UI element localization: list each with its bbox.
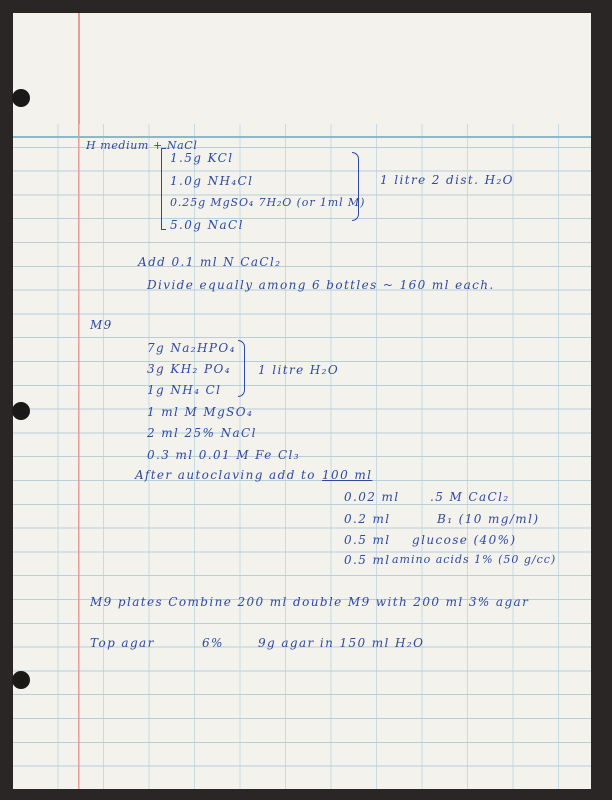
addition-item: .5 M CaCl₂ <box>430 490 510 504</box>
m9-extra-item: 2 ml 25% NaCl <box>147 426 257 440</box>
addition-amount: 0.5 ml <box>344 533 391 547</box>
addition-item: B₁ (10 mg/ml) <box>437 512 540 526</box>
m9-salt-item: 3g KH₂ PO₄ <box>147 362 231 376</box>
h-medium-item: 5.0g NaCl <box>170 218 244 232</box>
binder-hole-bottom <box>12 671 30 689</box>
m9-salt-item: 7g Na₂HPO₄ <box>147 341 236 355</box>
h-medium-left-bracket <box>161 148 166 230</box>
binder-hole-middle <box>12 402 30 420</box>
m9-salts-note: 1 litre H₂O <box>258 363 340 377</box>
m9-extra-item: 0.3 ml 0.01 M Fe Cl₃ <box>147 448 300 462</box>
header-rule <box>13 136 591 138</box>
after-autoclaving-volume: 100 ml <box>322 468 373 482</box>
addition-amount: 0.02 ml <box>344 490 400 504</box>
h-medium-item: 0.25g MgSO₄ 7H₂O (or 1ml M) <box>170 196 366 209</box>
m9-brace-upper <box>238 340 245 369</box>
top-agar-percent: 6% <box>202 636 224 650</box>
h-medium-volume-note: 1 litre 2 dist. H₂O <box>380 173 514 187</box>
after-autoclaving-line: After autoclaving add to <box>135 468 316 482</box>
notebook-page <box>13 13 591 789</box>
h-medium-item: 1.5g KCl <box>170 151 234 165</box>
top-agar-label: Top agar <box>90 636 155 650</box>
divide-bottles-line: Divide equally among 6 bottles ~ 160 ml each. <box>147 278 495 292</box>
m9-plates-line: M9 plates Combine 200 ml double M9 with 200 ml 3% agar <box>90 595 530 609</box>
m9-brace-lower <box>238 368 245 397</box>
h-medium-heading: H medium + NaCl <box>86 139 198 152</box>
h-medium-brace-upper <box>352 152 359 187</box>
addition-item: amino acids 1% (50 g/cc) <box>392 553 557 566</box>
top-margin-area <box>13 13 591 124</box>
binder-hole-top <box>12 89 30 107</box>
m9-extra-item: 1 ml M MgSO₄ <box>147 405 254 419</box>
h-medium-brace-lower <box>352 186 359 221</box>
addition-amount: 0.2 ml <box>344 512 391 526</box>
addition-item: glucose (40%) <box>412 533 517 547</box>
addition-amount: 0.5 ml <box>344 553 391 567</box>
m9-heading: M9 <box>90 318 113 332</box>
m9-salt-item: 1g NH₄ Cl <box>147 383 222 397</box>
top-agar-detail: 9g agar in 150 ml H₂O <box>258 636 425 650</box>
h-medium-item: 1.0g NH₄Cl <box>170 174 254 188</box>
add-cacl2-line: Add 0.1 ml N CaCl₂ <box>138 255 282 269</box>
